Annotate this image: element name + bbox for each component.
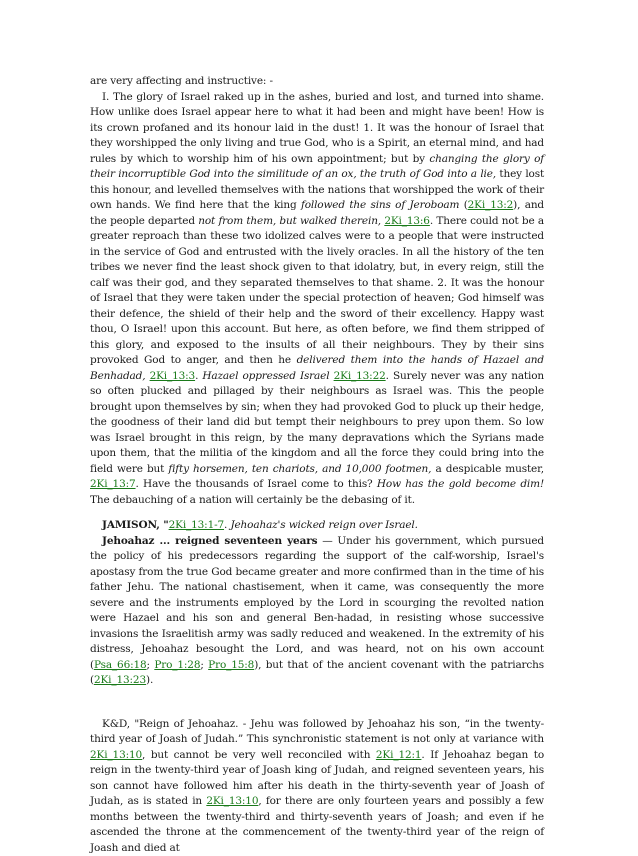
text-run: ; [147, 659, 155, 671]
verse-heading: Jehoahaz ... reigned seventeen years [102, 535, 317, 547]
text-run: K&D, "Reign of Jehoahaz. - Jehu was followed by Jehoahaz his son, “in the twenty-third year of Joash of Judah.” This synchronistic statement is not only at variance with [90, 718, 544, 746]
scripture-link[interactable]: 2Ki_13:10 [206, 795, 258, 807]
scripture-link[interactable]: Psa_66:18 [94, 659, 147, 671]
scripture-link[interactable]: 2Ki_13:2 [468, 199, 514, 211]
text-run: , but cannot be very well reconciled with [142, 749, 376, 761]
text-run: . Have the thousands of Israel come to this? [136, 478, 377, 490]
text-run: ). [146, 674, 153, 686]
jamison-title [90, 518, 544, 534]
text-run: — Under his government, which pursued the policy of his predecessors regarding the support of the calf-worship, Israel's apostasy from the true God became greater and more confirmed than in the time of his father Jehu. The national chastisement, when it came, was consequently the more severe and the instruments employed by the Lord in scourging the revolted nation were Hazael and his son and general Ben-hadad, in resisting whose successive invasions the Israelitish army was sadly reduced and weakened. In the extremity of his distress, Jehoahaz besought the Lord, and was heard, not on his own account ( [90, 535, 544, 671]
scripture-link[interactable]: 2Ki_13:6 [384, 215, 430, 227]
scripture-link[interactable]: 2Ki_13:22 [334, 370, 386, 382]
kd-paragraph [90, 717, 544, 856]
document-page [90, 74, 544, 856]
text-run: I. The glory of Israel raked up in the ashes, buried and lost, and turned into shame. How unlike does Israel appear here to what it had been and might have been! How is its crown profaned and its honour laid in the dust! 1. It was the honour of Israel that they worshipped the only living and true God, who is a Spirit, an eternal mind, and had rules by which to worship him of his own appointment; but by [90, 91, 544, 165]
italic-run: delivered them into the hands of Hazael and Benhadad, [90, 354, 544, 382]
text-run: a despicable muster, [431, 463, 544, 475]
scripture-link[interactable]: 2Ki_13:10 [90, 749, 142, 761]
text-run: , for there are only fourteen years and possibly a few months between the twenty-third and thirty-seventh years of Joash; and even if he ascended the throne at the commencement of the twenty-third year of the reign of Joash and died at [90, 795, 544, 854]
text-run: ), but that of the ancient covenant with the patriarchs ( [90, 659, 544, 687]
commentary-label: JAMISON, " [102, 519, 169, 531]
italic-run: fifty horsemen, ten chariots, and 10,000 footmen, [168, 463, 431, 475]
text-run: The debauching of a nation will certainly be the debasing of it. [90, 494, 415, 506]
jamison-paragraph [90, 534, 544, 689]
italic-run: not from them, but walked therein, [198, 215, 381, 227]
scripture-link[interactable]: Pro_15:8 [208, 659, 254, 671]
intro-line: are very affecting and instructive: - [90, 74, 544, 90]
scripture-link[interactable]: 2Ki_13:1-7 [169, 519, 224, 531]
scripture-link[interactable]: 2Ki_13:23 [94, 674, 146, 686]
text-run: ), and the people departed [90, 199, 544, 227]
text-run: ; [200, 659, 208, 671]
text-run: . [195, 370, 202, 382]
italic-run: Hazael oppressed Israel [202, 370, 329, 382]
scripture-link[interactable]: Pro_1:28 [154, 659, 200, 671]
text-run: they lost this honour, and levelled themselves with the nations that worshipped the work of their own hands. We find here that the king [90, 168, 544, 211]
henry-paragraph [90, 90, 544, 509]
scripture-link[interactable]: 2Ki_13:3 [150, 370, 196, 382]
italic-run: followed the sins of Jeroboam [301, 199, 459, 211]
italic-run: How has the gold become dim! [377, 478, 544, 490]
text-run: ( [459, 199, 467, 211]
text-run: . If Jehoahaz began to reign in the twenty-third year of Joash king of Judah, and reigned seventeen years, his son cannot have followed him after his death in the thirty-seventh year of Joash of Judah, as is stated in [90, 749, 544, 808]
text-run: . Surely never was any nation so often plucked and pillaged by their neighbours as Israel was. This the people brought upon themselves by sin; when they had provoked God to pluck up their hedge, the goodness of their land did but tempt their neighbours to prey upon them. So low was Israel brought in this reign, by the many depravations which the Syrians made upon them, that the militia of the kingdom and all the force they could bring into the field were but [90, 370, 544, 475]
text-run: . There could not be a greater reproach than these two idolized calves were to a people that were instructed in the service of God and entrusted with the lively oracles. In all the history of the ten tribes we never find the least shock given to that idolatry, but, in every reign, still the calf was their god, and they separated themselves to that shame. 2. It was the honour of Israel that they were taken under the special protection of heaven; God himself was their defence, the shield of their help and the sword of their excellency. Happy wast thou, O Israel! upon this account. But here, as often before, we find them stripped of this glory, and exposed to the insults of all their neighbours. They by their sins provoked God to anger, and then he [90, 215, 544, 367]
italic-run: changing the glory of their incorruptible God into the similitude of an ox, the truth of God into a lie, [90, 153, 544, 181]
italic-run: Jehoahaz's wicked reign over Israel. [230, 519, 417, 531]
scripture-link[interactable]: 2Ki_13:7 [90, 478, 136, 490]
scripture-link[interactable]: 2Ki_12:1 [376, 749, 422, 761]
text-run: . [224, 519, 230, 531]
